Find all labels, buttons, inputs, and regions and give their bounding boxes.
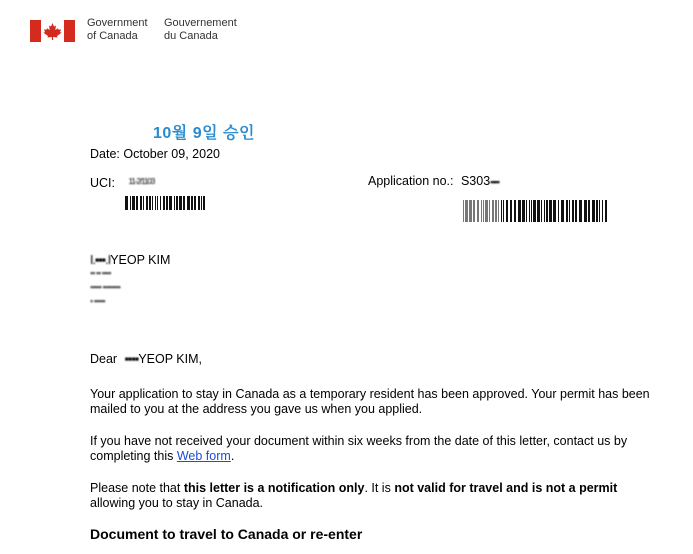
barcode-bar	[526, 200, 527, 222]
application-barcode	[463, 200, 609, 222]
application-number-redacted: ▪▪▪▪	[490, 177, 499, 187]
barcode-bar	[546, 200, 548, 222]
recipient-name-redacted: I.▪▪▪.I	[90, 253, 111, 267]
barcode-bar	[592, 200, 595, 222]
notice-bold-notification: this letter is a notification only	[183, 481, 365, 495]
salutation-prefix: Dear	[90, 352, 118, 366]
barcode-bar	[140, 196, 142, 210]
application-number-prefix: S303	[460, 174, 491, 188]
notice-bold-not-valid: not valid for travel and is not a permit	[394, 481, 618, 495]
notice-text-c: . It is	[364, 481, 391, 495]
wordmark-en-line2: of Canada	[87, 30, 138, 42]
barcode-bar	[160, 196, 161, 210]
barcode-bar	[149, 196, 151, 210]
barcode-bar	[155, 196, 156, 210]
barcode-bar	[489, 200, 490, 222]
barcode-bar	[183, 196, 185, 210]
barcode-bar	[143, 196, 144, 210]
barcode-bar	[492, 200, 494, 222]
barcode-bar	[533, 200, 536, 222]
wordmark-english	[87, 17, 148, 43]
barcode-bar	[522, 200, 525, 222]
approval-annotation: 10월 9일 승인	[153, 125, 255, 142]
barcode-bar	[194, 196, 196, 210]
barcode-bar	[575, 200, 577, 222]
barcode-bar	[510, 200, 512, 222]
uci-label: UCI:	[90, 176, 115, 190]
barcode-bar	[469, 200, 472, 222]
barcode-bar	[465, 200, 468, 222]
barcode-bar	[514, 200, 516, 222]
barcode-bar	[602, 200, 603, 222]
barcode-bar	[477, 200, 479, 222]
recipient-address-line2: ▪▪▪▪▪ ▪▪▪▪▪▪▪▪	[90, 282, 120, 292]
barcode-bar	[544, 200, 545, 222]
letter-date	[90, 147, 220, 162]
barcode-bar	[203, 196, 205, 210]
application-number-label: Application no.:	[368, 174, 454, 188]
notice-paragraph	[90, 481, 660, 511]
barcode-bar	[481, 200, 482, 222]
barcode-bar	[553, 200, 556, 222]
barcode-bar	[130, 196, 131, 210]
barcode-bar	[169, 196, 172, 210]
barcode-bar	[125, 196, 128, 210]
barcode-bar	[152, 196, 153, 210]
salutation-redacted: ▪▪▪▪	[124, 352, 139, 366]
web-form-link[interactable]: Web form	[176, 449, 231, 463]
government-of-canada-signature	[30, 17, 260, 49]
wordmark-en-line1: Government	[87, 17, 148, 29]
uci-field	[90, 174, 154, 191]
barcode-bar	[529, 200, 530, 222]
application-number-field	[368, 174, 499, 190]
barcode-bar	[146, 196, 148, 210]
barcode-bar	[495, 200, 497, 222]
barcode-bar	[485, 200, 488, 222]
uci-barcode	[125, 196, 205, 210]
barcode-bar	[501, 200, 502, 222]
barcode-bar	[572, 200, 574, 222]
barcode-bar	[569, 200, 570, 222]
barcode-bar	[176, 196, 178, 210]
barcode-bar	[599, 200, 600, 222]
barcode-bar	[541, 200, 542, 222]
barcode-bar	[166, 196, 168, 210]
notice-text-a: Please note that	[90, 481, 181, 495]
wordmark-french	[164, 17, 237, 43]
barcode-bar	[558, 200, 559, 222]
date-value: October 09, 2020	[123, 147, 220, 161]
barcode-bar	[179, 196, 182, 210]
barcode-bar	[596, 200, 598, 222]
date-label: Date:	[90, 147, 120, 161]
barcode-bar	[506, 200, 508, 222]
section-heading: Document to travel to Canada or re-enter	[90, 526, 363, 542]
recipient-name-visible: YEOP KIM	[110, 253, 171, 267]
barcode-bar	[549, 200, 552, 222]
contact-paragraph-text: If you have not received your document within six weeks from the date of this letter, contact us by completing this	[90, 434, 628, 463]
barcode-bar	[163, 196, 165, 210]
approval-paragraph: Your application to stay in Canada as a temporary resident has been approved. Your permit has been mailed to you at the address you gave us when you applied.	[90, 387, 650, 416]
barcode-bar	[579, 200, 582, 222]
barcode-bar	[483, 200, 484, 222]
contact-paragraph-end: .	[230, 449, 235, 463]
uci-value: 11-2/1103	[128, 177, 155, 186]
barcode-bar	[584, 200, 587, 222]
wordmark-fr-line2: du Canada	[164, 30, 218, 42]
barcode-bar	[503, 200, 504, 222]
barcode-bar	[473, 200, 475, 222]
barcode-bar	[561, 200, 564, 222]
barcode-bar	[157, 196, 158, 210]
barcode-bar	[201, 196, 202, 210]
canada-flag-icon	[30, 20, 75, 42]
notice-text-e: allowing you to stay in Canada.	[90, 496, 264, 510]
barcode-bar	[518, 200, 521, 222]
salutation	[90, 352, 202, 367]
recipient-address-line3: ▪ ▪▪▪▪▪	[90, 296, 105, 306]
barcode-bar	[566, 200, 568, 222]
salutation-name: YEOP KIM,	[138, 352, 202, 366]
barcode-bar	[605, 200, 607, 222]
barcode-bar	[463, 200, 464, 222]
barcode-bar	[132, 196, 135, 210]
barcode-bar	[498, 200, 499, 222]
barcode-bar	[191, 196, 193, 210]
barcode-bar	[174, 196, 175, 210]
recipient-address-line1: ▪▪ ▪▪ ▪▪▪▪	[90, 268, 111, 278]
barcode-bar	[531, 200, 532, 222]
barcode-bar	[198, 196, 200, 210]
barcode-bar	[588, 200, 590, 222]
barcode-bar	[537, 200, 540, 222]
barcode-bar	[187, 196, 190, 210]
contact-paragraph	[90, 434, 660, 464]
wordmark-fr-line1: Gouvernement	[164, 17, 237, 29]
barcode-bar	[136, 196, 138, 210]
